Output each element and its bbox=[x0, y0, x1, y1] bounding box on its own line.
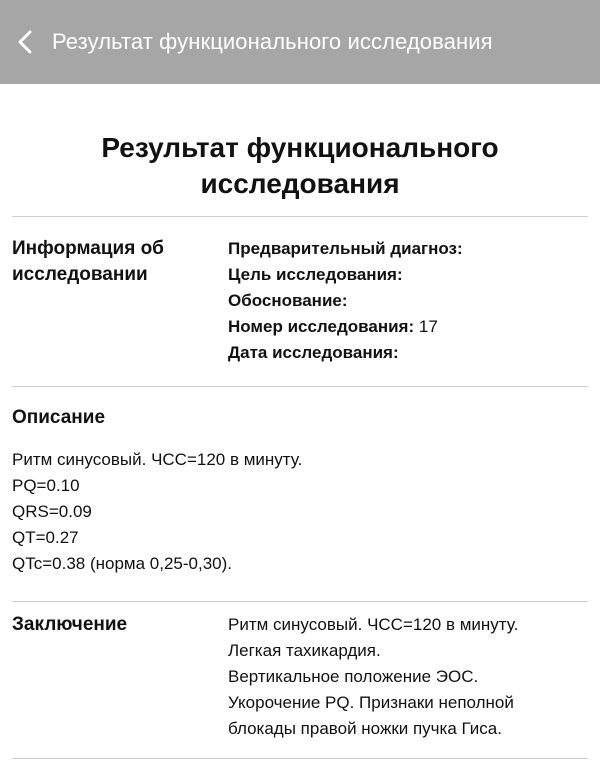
study-info-label-line: исследовании bbox=[12, 264, 148, 285]
info-row-study-number bbox=[228, 314, 463, 340]
description-line: QT=0.27 bbox=[12, 528, 79, 547]
description-heading: Описание bbox=[12, 407, 106, 428]
conclusion-heading: Заключение bbox=[12, 614, 128, 635]
info-row-justification bbox=[228, 288, 463, 314]
info-row-label: Цель исследования: bbox=[228, 265, 403, 284]
page-title-line: Результат функционального bbox=[101, 132, 499, 163]
info-row-diagnosis bbox=[228, 236, 463, 262]
top-navigation-bar bbox=[0, 0, 600, 84]
page-title-line: исследования bbox=[200, 168, 400, 199]
study-info-label-line: Информация об bbox=[12, 238, 164, 259]
description-line: QRS=0.09 bbox=[12, 502, 92, 521]
conclusion-line: Легкая тахикардия. bbox=[228, 641, 381, 660]
info-row-label: Дата исследования: bbox=[228, 343, 399, 362]
info-row-study-date bbox=[228, 340, 463, 366]
conclusion-line: Укорочение PQ. Признаки неполной bbox=[228, 693, 514, 712]
info-row-purpose bbox=[228, 262, 463, 288]
info-row-label: Обоснование: bbox=[228, 291, 348, 310]
info-row-value: 17 bbox=[418, 317, 438, 336]
conclusion-section bbox=[12, 602, 588, 758]
description-line: PQ=0.10 bbox=[12, 476, 80, 495]
description-section bbox=[12, 387, 588, 601]
conclusion-line: Вертикальное положение ЭОС. bbox=[228, 667, 479, 686]
chevron-left-icon[interactable] bbox=[18, 28, 40, 56]
page-content bbox=[0, 130, 600, 759]
study-info-list bbox=[228, 236, 463, 366]
study-info-label bbox=[12, 236, 228, 366]
info-row-label: Предварительный диагноз: bbox=[228, 239, 463, 258]
study-info-section bbox=[12, 217, 588, 386]
info-row-label: Номер исследования: bbox=[228, 317, 415, 336]
divider bbox=[12, 758, 588, 759]
conclusion-line: Ритм синусовый. ЧСС=120 в минуту. bbox=[228, 615, 519, 634]
page-title bbox=[12, 130, 588, 202]
conclusion-line: блокады правой ножки пучка Гиса. bbox=[228, 719, 502, 738]
description-line: QTc=0.38 (норма 0,25-0,30). bbox=[12, 554, 233, 573]
description-line: Ритм синусовый. ЧСС=120 в минуту. bbox=[12, 450, 303, 469]
nav-title: Результат функционального исследования bbox=[52, 29, 493, 54]
conclusion-text bbox=[228, 612, 518, 742]
